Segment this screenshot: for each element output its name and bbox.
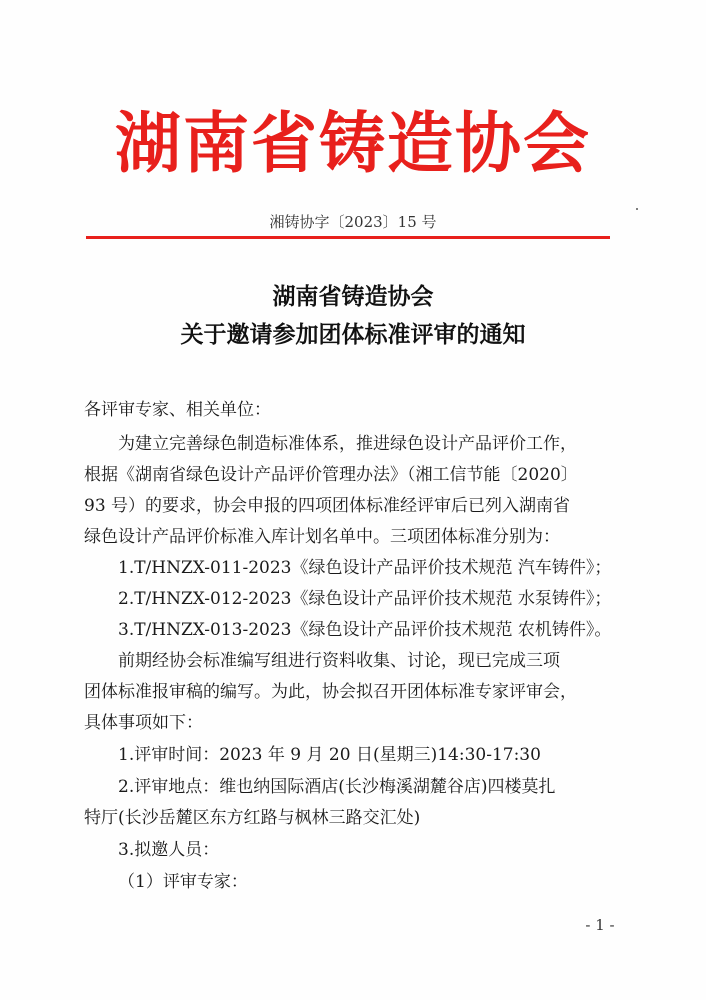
item-review-time: 1.评审时间：2023 年 9 月 20 日(星期三)14:30-17:30 (118, 745, 541, 765)
document-number: 湘铸协字〔2023〕15 号 (269, 213, 437, 231)
paragraph-2-line-2: 团体标准报审稿的编写。为此，协会拟召开团体标准专家评审会， (84, 682, 577, 702)
item-review-place-line-2: 特厅(长沙岳麓区东方红路与枫林三路交汇处) (84, 808, 421, 828)
page-number: - 1 - (585, 916, 615, 934)
paragraph-1-line-2: 根据《湖南省绿色设计产品评价管理办法》（湘工信节能〔2020〕 (84, 465, 578, 485)
paragraph-2-line-1: 前期经协会标准编写组进行资料收集、讨论，现已完成三项 (118, 651, 560, 671)
red-divider-line (86, 236, 610, 239)
organization-header: 湖南省铸造协会 (115, 105, 591, 182)
scan-speck (636, 208, 638, 210)
paragraph-1-line-3: 93 号）的要求，协会申报的四项团体标准经评审后已列入湖南省 (84, 496, 571, 516)
standard-item-2: 2.T/HNZX-012-2023《绿色设计产品评价技术规范 水泵铸件》； (118, 589, 612, 609)
paragraph-2-line-3: 具体事项如下： (84, 713, 203, 733)
notice-title-line-1: 湖南省铸造协会 (272, 284, 434, 310)
standard-item-1: 1.T/HNZX-011-2023《绿色设计产品评价技术规范 汽车铸件》； (118, 558, 612, 578)
notice-title-line-2: 关于邀请参加团体标准评审的通知 (180, 322, 526, 348)
standard-item-3: 3.T/HNZX-013-2023《绿色设计产品评价技术规范 农机铸件》。 (118, 620, 612, 640)
item-experts: （1）评审专家： (118, 872, 248, 892)
paragraph-1-line-4: 绿色设计产品评价标准入库计划名单中。三项团体标准分别为： (84, 527, 560, 547)
item-invitees: 3.拟邀人员： (118, 840, 220, 860)
salutation: 各评审专家、相关单位： (84, 400, 271, 420)
paragraph-1-line-1: 为建立完善绿色制造标准体系，推进绿色设计产品评价工作， (118, 434, 577, 454)
item-review-place-line-1: 2.评审地点：维也纳国际酒店(长沙梅溪湖麓谷店)四楼莫扎 (118, 777, 556, 797)
